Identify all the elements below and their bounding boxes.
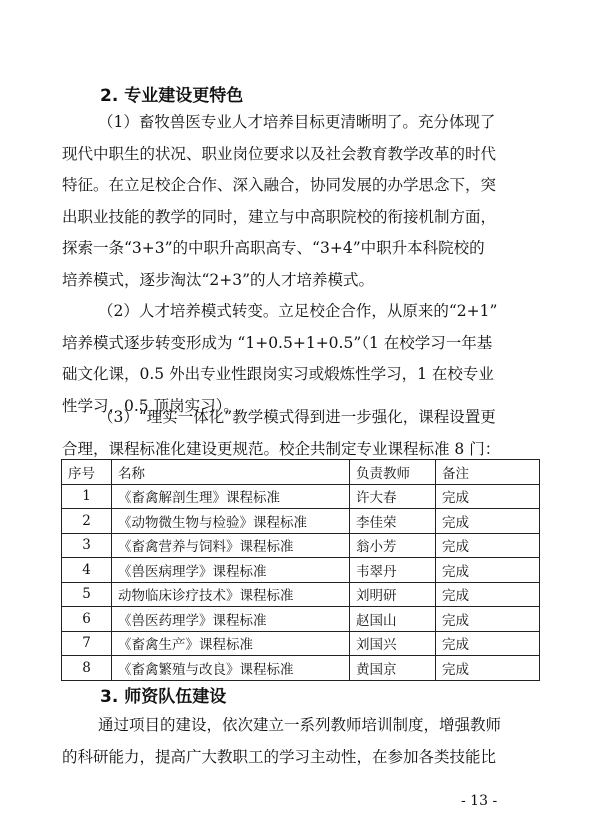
cell-remarks: 完成: [436, 509, 540, 534]
table-row: [62, 533, 540, 558]
cell-remarks: 完成: [436, 533, 540, 558]
table-row: [62, 509, 540, 534]
header-remarks: 备注: [436, 460, 540, 485]
table-row: [62, 582, 540, 607]
text-line: 探索一条“3+3”的中职升高职高专、“3+4”中职升本科院校的: [62, 239, 485, 257]
cell-teacher: 李佳荣: [350, 509, 436, 534]
table-row: [62, 656, 540, 681]
text-line: 通过项目的建设，依次建立一系列教师培训制度，增强教师: [98, 716, 502, 734]
table-row: [62, 607, 540, 632]
cell-index: 7: [62, 631, 112, 656]
page-number: - 13 -: [461, 793, 498, 809]
paragraph-4: [62, 710, 538, 773]
table-header-row: [62, 460, 540, 485]
cell-teacher: 刘明研: [350, 582, 436, 607]
course-standards-table: [61, 459, 540, 681]
text-line: 现代中职生的状况、职业岗位要求以及社会教育教学改革的时代: [62, 144, 497, 163]
text-line: 合理，课程标准化建设更规范。校企共制定专业课程标准 8 门：: [62, 439, 501, 458]
cell-index: 2: [62, 509, 112, 534]
section-heading-2: 2. 专业建设更特色: [100, 86, 244, 106]
cell-index: 4: [62, 558, 112, 583]
paragraph-3: [62, 402, 538, 465]
cell-remarks: 完成: [436, 558, 540, 583]
text-line: 培养模式，逐步淘汰“2+3”的人才培养模式。: [62, 270, 375, 289]
table-row: [62, 631, 540, 656]
header-teacher: 负责教师: [350, 460, 436, 485]
cell-remarks: 完成: [436, 582, 540, 607]
cell-index: 8: [62, 656, 112, 681]
cell-index: 1: [62, 484, 112, 509]
cell-remarks: 完成: [436, 631, 540, 656]
cell-teacher: 刘国兴: [350, 631, 436, 656]
cell-name: 《畜禽营养与饲料》课程标准: [112, 533, 350, 558]
text-line: 出职业技能的教学的同时，建立与中高职院校的衔接机制方面，: [62, 207, 497, 226]
text-line: （1）畜牧兽医专业人才培养目标更清晰明了。充分体现了: [98, 113, 496, 131]
cell-name: 《畜禽繁殖与改良》课程标准: [112, 656, 350, 681]
cell-teacher: 翁小芳: [350, 533, 436, 558]
table-row: [62, 484, 540, 509]
text-line: （2）人才培养模式转变。立足校企合作，从原来的“2+1”: [98, 302, 498, 320]
header-index: 序号: [62, 460, 112, 485]
text-line: 的科研能力，提高广大教职工的学习主动性，在参加各类技能比: [62, 747, 497, 766]
cell-name: 《畜禽解剖生理》课程标准: [112, 484, 350, 509]
table-row: [62, 558, 540, 583]
cell-teacher: 韦翠丹: [350, 558, 436, 583]
text-line: （3）“理实一体化”教学模式得到进一步强化，课程设置更: [98, 408, 496, 426]
cell-name: 《畜禽生产》课程标准: [112, 631, 350, 656]
cell-remarks: 完成: [436, 607, 540, 632]
paragraph-1: [62, 107, 538, 296]
text-line: 培养模式逐步转变形成为 “1+0.5+1+0.5”（1 在校学习一年基: [62, 333, 493, 352]
cell-name: 《动物微生物与检验》课程标准: [112, 509, 350, 534]
cell-teacher: 赵国山: [350, 607, 436, 632]
text-line: 特征。在立足校企合作、深入融合，协同发展的办学思念下，突: [62, 176, 497, 194]
cell-name: 《兽医病理学》课程标准: [112, 558, 350, 583]
cell-teacher: 黄国京: [350, 656, 436, 681]
text-line: 性学习，0.5 顶岗实习）。: [62, 396, 239, 415]
cell-index: 3: [62, 533, 112, 558]
cell-name: 《兽医药理学》课程标准: [112, 607, 350, 632]
cell-index: 5: [62, 582, 112, 607]
cell-teacher: 许大春: [350, 484, 436, 509]
header-name: 名称: [112, 460, 350, 485]
cell-index: 6: [62, 607, 112, 632]
section-heading-3: 3. 师资队伍建设: [100, 687, 227, 707]
cell-name: 动物临床诊疗技术》课程标准: [112, 582, 350, 607]
text-line: 础文化课，0.5 外出专业性跟岗实习或煅炼性学习，1 在校专业: [62, 365, 494, 383]
cell-remarks: 完成: [436, 484, 540, 509]
cell-remarks: 完成: [436, 656, 540, 681]
